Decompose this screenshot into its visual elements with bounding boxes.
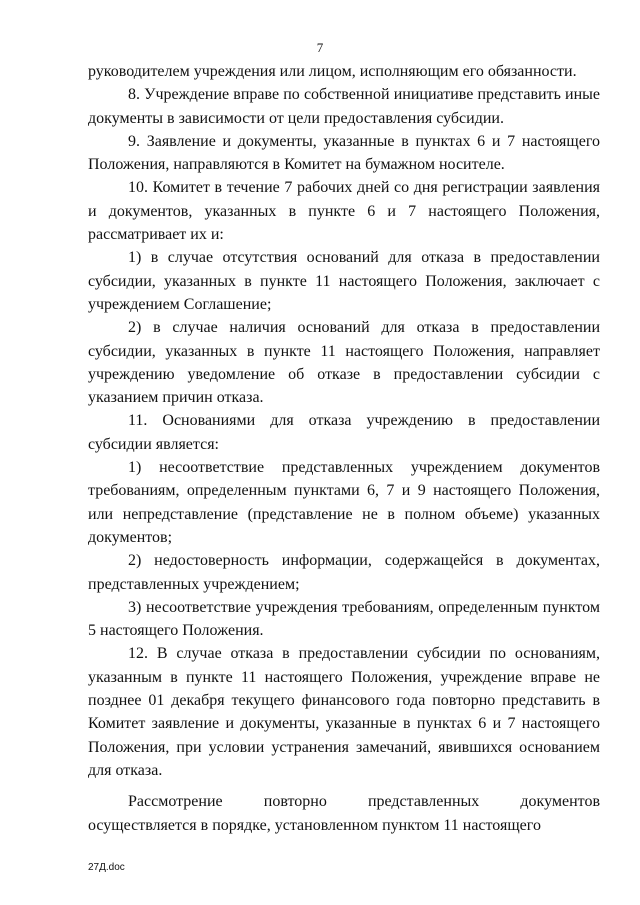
paragraph-10-item-2: 2) в случае наличия оснований для отказа в предоставлении субсидии, указанных в пункте 11 настоящего Положения, направляет учреждению уведомление об отказе в предоставлении субсидии с указанием причин отказа. — [88, 319, 600, 407]
paragraph-11-item-3: 3) несоответствие учреждения требованиям, определенным пунктом 5 настоящего Положения. — [88, 598, 600, 640]
paragraph-11-item-1: 1) несоответствие представленных учреждением документов требованиям, определенным пунктами 6, 7 и 9 настоящего Положения, или непредставление (представление не в полном объеме) указанных документов; — [88, 459, 600, 546]
paragraph-12-continuation: Рассмотрение повторно представленных документов осуществляется в порядке, установленном пунктом 11 настоящего — [88, 793, 600, 834]
document-body — [88, 60, 600, 837]
paragraph-11-item-2: 2) недостоверность информации, содержащейся в документах, представленных учреждением; — [88, 552, 600, 593]
footer-filename: 27Д.doc — [88, 862, 125, 873]
paragraph-12: 12. В случае отказа в предоставлении субсидии по основаниям, указанным в пункте 11 настоящего Положения, учреждение вправе не позднее 01 декабря текущего финансового года повторно представить в Комитет заявление и документы, указанные в пунктах 6 и 7 настоящего Положения, при условии устранения замечаний, явившихся основанием для отказа. — [88, 645, 600, 779]
paragraph-11: 11. Основаниями для отказа учреждению в предоставлении субсидии является: — [88, 412, 600, 453]
paragraph-10-item-1: 1) в случае отсутствия оснований для отказа в предоставлении субсидии, указанных в пункте 11 настоящего Положения, заключает с учреждением Соглашение; — [88, 249, 600, 313]
paragraph-10: 10. Комитет в течение 7 рабочих дней со дня регистрации заявления и документов, указанных в пункте 6 и 7 настоящего Положения, рассматривает их и: — [88, 179, 600, 244]
paragraph-continuation: руководителем учреждения или лицом, исполняющим его обязанности. — [88, 63, 577, 80]
paragraph-8: 8. Учреждение вправе по собственной инициативе представить иные документы в зависимости от цели предоставления субсидии. — [88, 86, 600, 127]
paragraph-9: 9. Заявление и документы, указанные в пунктах 6 и 7 настоящего Положения, направляются в Комитет на бумажном носителе. — [88, 132, 600, 174]
page-number: 7 — [316, 40, 324, 55]
